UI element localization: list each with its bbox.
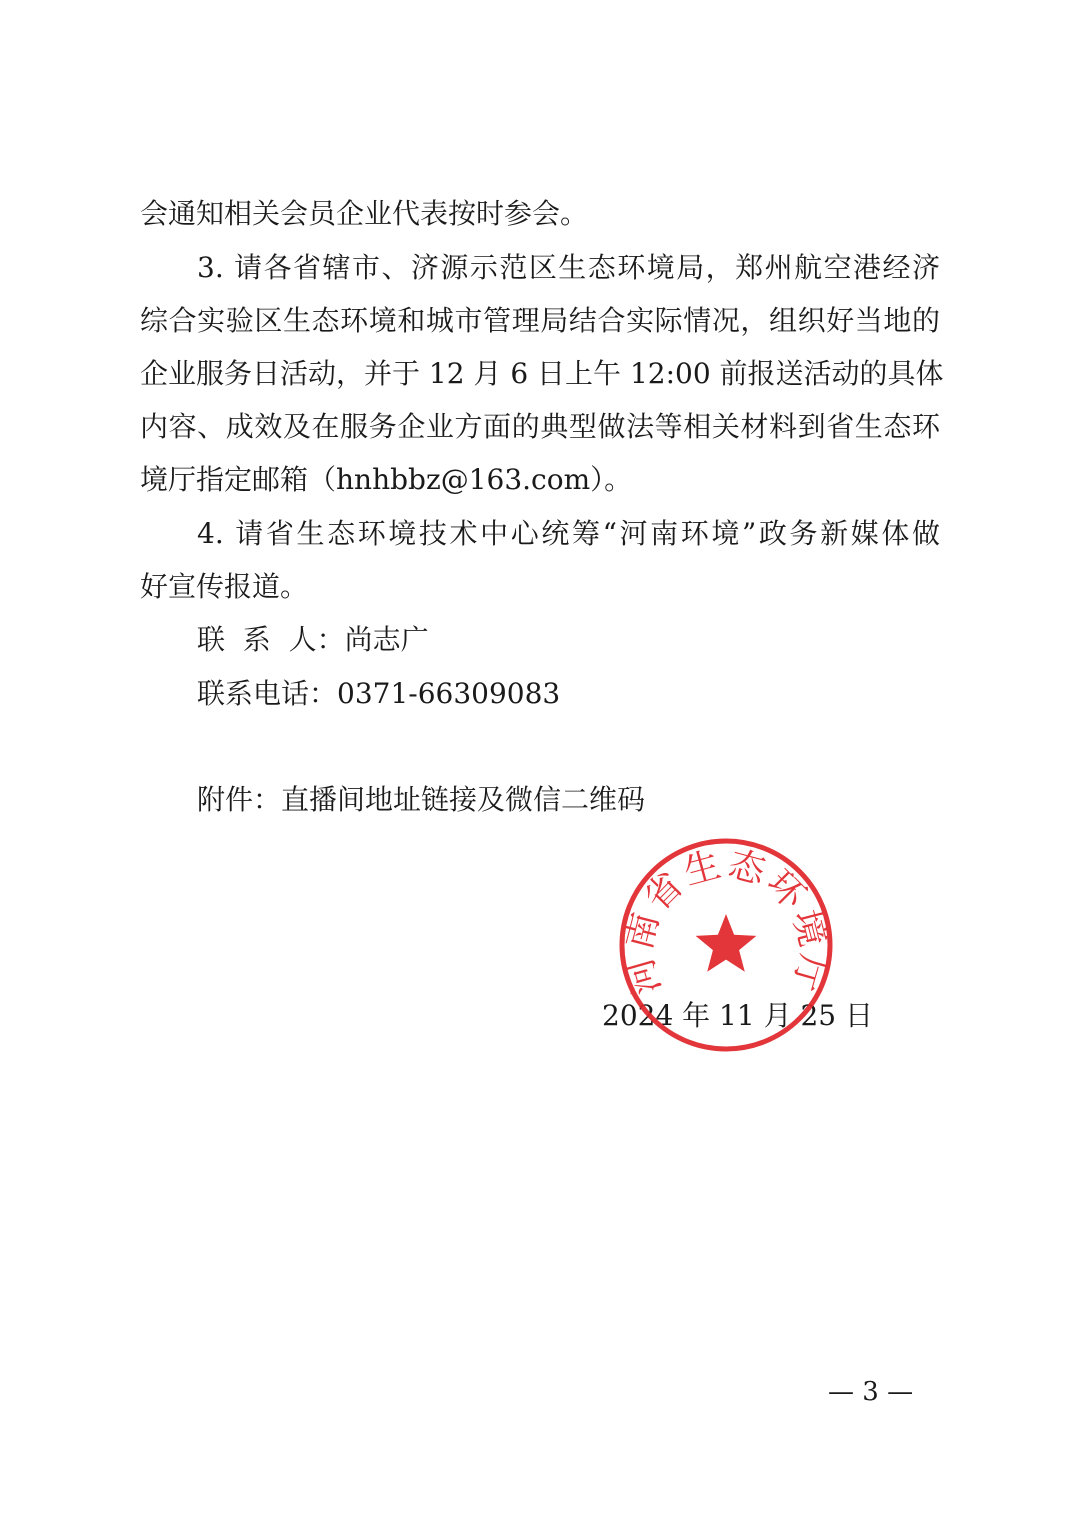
paragraph-line: 会通知相关会员企业代表按时参会。: [140, 197, 589, 230]
page-number: — 3 —: [828, 1377, 914, 1407]
paragraph-line: 好宣传报道。: [140, 570, 309, 603]
paragraph-line: 综合实验区生态环境和城市管理局结合实际情况，组织好当地的: [140, 304, 940, 337]
contact-phone: 联系电话：0371-66309083: [197, 677, 561, 710]
paragraph-line: 企业服务日活动，并于 12 月 6 日上午 12:00 前报送活动的具体: [140, 357, 944, 390]
contact-person: 联 系 人：尚志广: [197, 623, 429, 656]
issue-date: 2024 年 11 月 25 日: [602, 999, 874, 1032]
paragraph-line: 4. 请省生态环境技术中心统筹“河南环境”政务新媒体做: [197, 517, 940, 550]
official-seal: [617, 836, 835, 1054]
paragraph-line: 境厅指定邮箱（hnhbbz@163.com）。: [140, 463, 633, 496]
paragraph-line: 内容、成效及在服务企业方面的典型做法等相关材料到省生态环: [140, 410, 940, 443]
paragraph-line: 3. 请各省辖市、济源示范区生态环境局，郑州航空港经济: [197, 251, 940, 284]
seal-star-icon: [696, 914, 757, 972]
attachment-line: 附件：直播间地址链接及微信二维码: [197, 783, 646, 816]
seal-text: 河南省生态环境厅: [618, 843, 834, 999]
